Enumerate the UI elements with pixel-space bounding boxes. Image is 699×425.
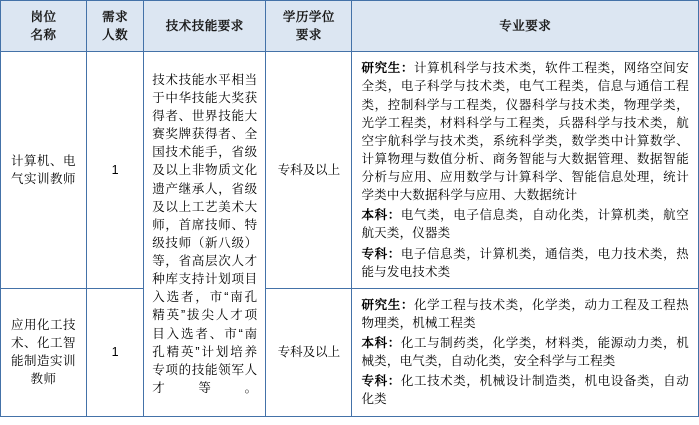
cell-count: 1 — [87, 52, 144, 289]
column-header-major-line1: 专业要求 — [499, 19, 552, 34]
cell-position: 应用化工技术、化工智能制造实训教师 — [1, 288, 87, 416]
major-label-college: 专科： — [361, 246, 401, 261]
table-row — [1, 52, 699, 289]
major-label-undergraduate: 本科： — [361, 208, 401, 223]
column-header-count-line2: 人数 — [102, 28, 129, 43]
table-row — [1, 288, 699, 416]
cell-count: 1 — [87, 288, 144, 416]
column-header-skill — [144, 1, 266, 52]
major-label-undergraduate: 本科： — [361, 336, 401, 350]
major-block-undergraduate — [361, 206, 689, 242]
column-header-count-line1: 需求 — [102, 10, 129, 24]
major-text-undergraduate: 电气类，电子信息类，自动化类，计算机类，航空航天类，仪器类 — [361, 208, 689, 241]
column-header-position — [1, 1, 87, 52]
major-text-graduate: 计算机科学与技术类，软件工程类，网络空间安全类，电子科学与技术类，电气工程类，信息与通信工程类，控制科学与工程类，仪器科学与技术类，物理学类，光学工程类，材料科学与工程类，兵器科学与技术类，航空宇航科学与技术类，系统科学类，数学类中计算数学、计算物理与数值分析、商务智能与大数据管理、数据智能分析与应用、应用数学与计算科学、智能信息处理，统计学类中大数据科学与应用、大数据统计 — [361, 61, 690, 203]
major-block-graduate — [361, 296, 689, 332]
major-text-college: 电子信息类，计算机类，通信类，电力技术类，热能与发电技术类 — [361, 246, 689, 279]
table-body — [1, 52, 699, 416]
major-block-college — [361, 245, 689, 281]
cell-education: 专科及以上 — [266, 288, 352, 416]
major-label-college: 专科： — [361, 374, 401, 389]
major-block-college — [361, 372, 689, 408]
column-header-position-line2: 名称 — [30, 28, 57, 43]
major-text-undergraduate: 化工与制药类，化学类，材料类，能源动力类，机械类，电气类，自动化类，安全科学与工程类 — [361, 336, 689, 369]
table-header-row — [1, 1, 699, 52]
column-header-education-line1: 学历学位 — [282, 10, 335, 24]
major-label-graduate: 研究生： — [361, 61, 414, 76]
cell-position: 计算机、电气实训教师 — [1, 52, 87, 289]
column-header-education-line2: 要求 — [295, 28, 322, 43]
major-text-college: 化工技术类，机械设计制造类，机电设备类，自动化类 — [361, 374, 689, 407]
major-label-graduate: 研究生： — [361, 297, 414, 312]
major-text-graduate: 化学工程与技术类，化学类，动力工程及工程热物理类，机械工程类 — [361, 297, 690, 330]
column-header-education — [266, 1, 352, 52]
cell-major — [352, 288, 699, 416]
major-block-graduate — [361, 59, 689, 204]
table-header — [1, 1, 699, 52]
column-header-major — [352, 1, 699, 52]
major-block-undergraduate — [361, 334, 689, 370]
column-header-count — [87, 1, 144, 52]
column-header-skill-line1: 技术技能要求 — [165, 19, 244, 34]
cell-major — [352, 52, 699, 289]
column-header-position-line1: 岗位 — [30, 10, 57, 24]
cell-skill: 技术技能水平相当于中华技能大奖获得者、世界技能大赛奖牌获得者、全国技术能手，省级及以上非物质文化遗产继承人，省级及以上工艺美术大师，首席技师、特级技师（新八级）等，省高层次人才种库支持计划项目入选者，市“南孔精英”拔尖人才项目入选者、市“南孔精英”计划培养专项的技能领军人才等。 — [144, 52, 266, 416]
cell-education: 专科及以上 — [266, 52, 352, 289]
